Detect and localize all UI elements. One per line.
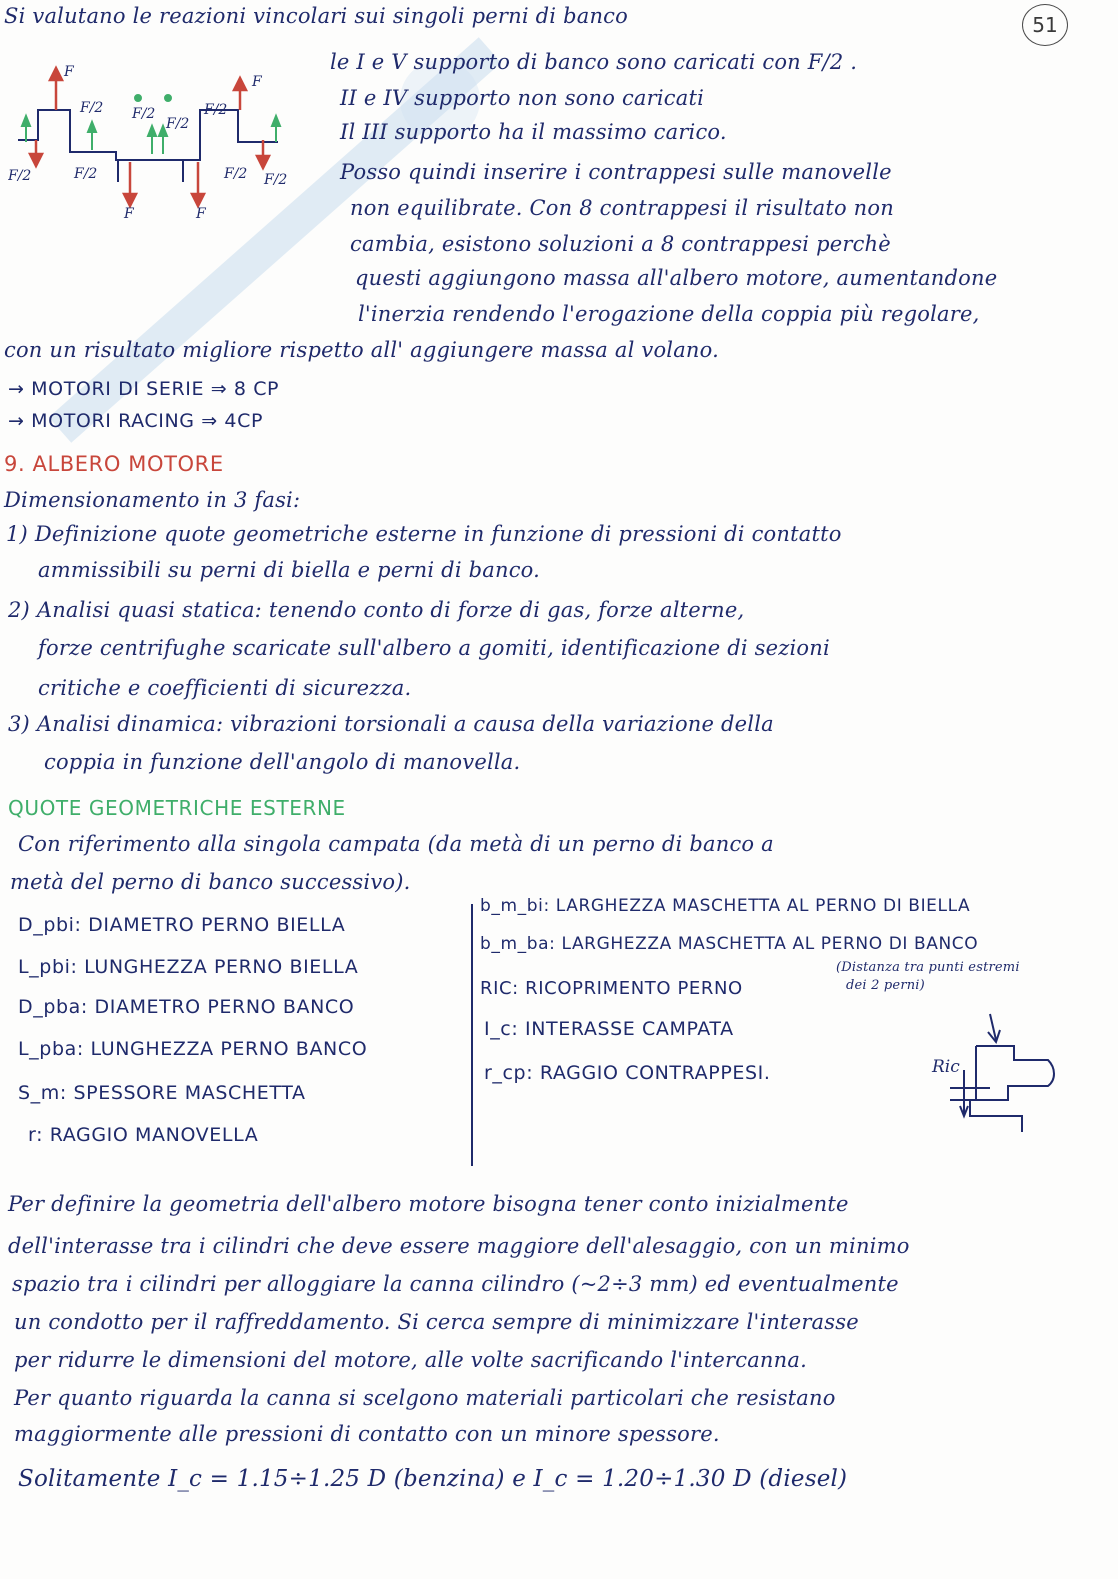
paragraph-line: l'inerzia rendendo l'erogazione della coppia più regolare, <box>358 302 980 326</box>
ric-note: dei 2 perni) <box>846 978 925 993</box>
closing-line: Per quanto riguarda la canna si scelgono materiali particolari che resistano <box>14 1386 836 1410</box>
quote-left-item: L_pba: LUNGHEZZA PERNO BANCO <box>18 1038 368 1060</box>
step-line: critiche e coefficienti di sicurezza. <box>38 676 412 700</box>
force-label: F/2 <box>264 172 288 188</box>
quote-ref: Con riferimento alla singola campata (da metà di un perno di banco a <box>18 832 774 856</box>
quote-right-item: I_c: INTERASSE CAMPATA <box>484 1018 734 1040</box>
paragraph-line: Posso quindi inserire i contrappesi sulle manovelle <box>340 160 892 184</box>
bullet-item: → MOTORI DI SERIE ⇒ 8 CP <box>8 378 280 400</box>
support-note: II e IV supporto non sono caricati <box>340 86 705 110</box>
paragraph-line: con un risultato migliore rispetto all' aggiungere massa al volano. <box>4 338 720 362</box>
ric-note: (Distanza tra punti estremi <box>836 960 1020 975</box>
paragraph-line: cambia, esistono soluzioni a 8 contrappesi perchè <box>350 232 891 256</box>
force-label: F/2 <box>80 100 104 116</box>
force-label: F <box>196 206 206 222</box>
quote-left-item: L_pbi: LUNGHEZZA PERNO BIELLA <box>18 956 359 978</box>
closing-line: spazio tra i cilindri per alloggiare la canna cilindro (~2÷3 mm) ed eventualmente <box>12 1272 899 1296</box>
force-label: F <box>64 64 74 80</box>
page-number: 51 <box>1022 4 1068 46</box>
support-note: le I e V supporto di banco sono caricati con F/2 . <box>330 50 858 74</box>
force-label: F/2 <box>204 102 228 118</box>
crankshaft-reaction-diagram <box>8 62 318 232</box>
step-line: 3) Analisi dinamica: vibrazioni torsionali a causa della variazione della <box>8 712 774 736</box>
force-label: F <box>252 74 262 90</box>
closing-line: Per definire la geometria dell'albero motore bisogna tener conto inizialmente <box>8 1192 849 1216</box>
closing-formula: Solitamente I_c = 1.15÷1.25 D (benzina) e I_c = 1.20÷1.30 D (diesel) <box>18 1466 848 1492</box>
bullet-item: → MOTORI RACING ⇒ 4CP <box>8 410 264 432</box>
force-label: F/2 <box>74 166 98 182</box>
quote-ref: metà del perno di banco successivo). <box>10 870 411 894</box>
closing-line: per ridurre le dimensioni del motore, alle volte sacrificando l'intercanna. <box>14 1348 807 1372</box>
step-line: 2) Analisi quasi statica: tenendo conto di forze di gas, forze alterne, <box>8 598 745 622</box>
quote-title: QUOTE GEOMETRICHE ESTERNE <box>8 796 346 820</box>
step-line: forze centrifughe scaricate sull'albero a gomiti, identificazione di sezioni <box>38 636 830 660</box>
intro-line: Si valutano le reazioni vincolari sui singoli perni di banco <box>4 4 628 28</box>
step-line: 1) Definizione quote geometriche esterne in funzione di pressioni di contatto <box>6 522 842 546</box>
quote-right-item: r_cp: RAGGIO CONTRAPPESI. <box>484 1062 771 1084</box>
section-intro: Dimensionamento in 3 fasi: <box>4 488 301 512</box>
quote-left-item: D_pba: DIAMETRO PERNO BANCO <box>18 996 355 1018</box>
quote-right-item: b_m_ba: LARGHEZZA MASCHETTA AL PERNO DI BANCO <box>480 934 979 954</box>
quote-right-item: RIC: RICOPRIMENTO PERNO <box>480 978 743 999</box>
closing-line: dell'interasse tra i cilindri che deve essere maggiore dell'alesaggio, con un minimo <box>8 1234 910 1258</box>
force-label: F/2 <box>224 166 248 182</box>
paragraph-line: non equilibrate. Con 8 contrappesi il risultato non <box>350 196 894 220</box>
force-label: F/2 <box>8 168 32 184</box>
support-note: Il III supporto ha il massimo carico. <box>340 120 727 144</box>
closing-line: maggiormente alle pressioni di contatto con un minore spessore. <box>14 1422 720 1446</box>
paragraph-line: questi aggiungono massa all'albero motore, aumentandone <box>355 266 998 290</box>
quote-left-item: S_m: SPESSORE MASCHETTA <box>18 1082 306 1104</box>
force-label: F/2 <box>132 106 156 122</box>
step-line: coppia in funzione dell'angolo di manovella. <box>44 750 521 774</box>
quote-left-item: D_pbi: DIAMETRO PERNO BIELLA <box>18 914 346 936</box>
quote-right-item: b_m_bi: LARGHEZZA MASCHETTA AL PERNO DI BIELLA <box>480 896 971 916</box>
sketch-label: Ric <box>932 1057 960 1077</box>
quote-left-item: r: RAGGIO MANOVELLA <box>28 1124 259 1146</box>
overlap-sketch <box>930 1004 1060 1144</box>
column-divider <box>471 904 473 1166</box>
force-label: F <box>124 206 134 222</box>
section-title: 9. ALBERO MOTORE <box>4 452 224 476</box>
step-line: ammissibili su perni di biella e perni di banco. <box>38 558 541 582</box>
force-label: F/2 <box>166 116 190 132</box>
closing-line: un condotto per il raffreddamento. Si cerca sempre di minimizzare l'interasse <box>14 1310 859 1334</box>
